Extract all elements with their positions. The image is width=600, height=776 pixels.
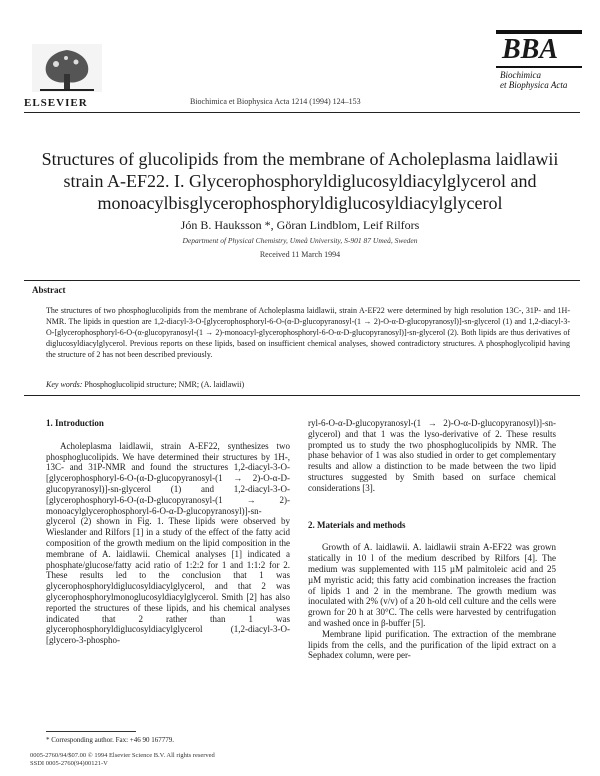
- purification-paragraph: Membrane lipid purification. The extraction of the membrane lipids from the cells, and the purification of the lipid extract on a Sephadex column, were per-: [308, 628, 556, 661]
- article-title: Structures of glucolipids from the membrane of Acholeplasma laidlawii strain A-EF22. I. Glycerophosphoryldiglucosyldiacylglycerol and monoacylbisglycerophosphoryldiglucosyldiacylglycerol: [41, 149, 559, 213]
- bba-sub-line-1: Biochimica: [500, 70, 541, 80]
- copyright-imprint: [30, 752, 215, 768]
- header-rule: [24, 112, 580, 113]
- journal-citation: Biochimica et Biophysica Acta 1214 (1994) 124–153: [190, 97, 361, 106]
- bba-logo-text: BBA: [502, 34, 559, 65]
- elsevier-tree-logo: [32, 44, 102, 92]
- bba-journal-logo: [496, 30, 582, 70]
- left-column: [46, 418, 290, 646]
- ssdi-line: SSDI 0005-2760(94)00121-V: [30, 760, 108, 767]
- received-date: Received 11 March 1994: [259, 250, 341, 259]
- growth-paragraph: Growth of A. laidlawii. A. laidlawii strain A-EF22 was grown statically in 10 l of the medium described by Rilfors [4]. The medium was supplemented with 115 µM palmitoleic acid and 25 µM myristic acid; this fatty acid combination increases the fraction of lipids 1 and 2 in the membrane. The growth medium was inoculated with 2% (v/v) of a 20 h-old cell culture and the cells were grown for 20 h at 30°C. The cells were harvested by centrifugation and washed once in β-buffer [5].: [308, 542, 556, 628]
- right-column: [308, 418, 556, 661]
- copyright-line: 0005-2760/94/$07.00 © 1994 Elsevier Science B.V. All rights reserved: [30, 752, 215, 759]
- bba-sub-line-2: et Biophysica Acta: [500, 80, 568, 90]
- keywords-label: Key words:: [46, 380, 83, 389]
- corresponding-author-footnote: * Corresponding author. Fax: +46 90 167779.: [46, 736, 174, 744]
- article-authors: Jón B. Hauksson *, Göran Lindblom, Leif Rilfors: [180, 218, 420, 232]
- introduction-paragraph: Acholeplasma laidlawii, strain A-EF22, synthesizes two phosphoglucolipids. We have determined their structures by 1H-, 13C- and 31P-NMR and found the structures 1,2-diacyl-3-O-[glycerophosphoryl-6-O-(α-D-glucopyranosyl-(1 → 2)-O-α-D-glucopyranosyl)]-sn-glycerol (1) and 1,2-diacyl-3-O-[glycerophosphoryl-6-O-(α-D-glucopyranosyl-(1 → 2)-monoacylglycerophosphoryl-6-O-α-D-glucopyranosyl)]-sn-glycerol (2) shown in Fig. 1. These lipids were observed by Wieslander and Rilfors [1] in a study of the effect of the fatty acid composition of the growth medium on the lipid composition in the membrane of A. laidlawii. Chemical analyses [1] indicated a phosphate/glucose/fatty acid ratio of 1:2:2 for 1 and 1:1:2 for 2. These results led to the conclusion that 1 was glycerophosphoryldiglucosyldiacylglycerol, and that 2 was glycerophosphorylmonoglucosyldiacylglycerol. Smith [2] has also reported the structures of these lipids, and his chemical analyses indicated that 2 rather than 1 was glycerophosphoryldiglucosyldiacylglycerol (1,2-diacyl-3-O-[glycero-3-phospho-: [46, 440, 290, 646]
- keywords-text: Phosphoglucolipid structure; NMR; (A. laidlawii): [84, 380, 245, 389]
- abstract-text: The structures of two phosphoglucolipids from the membrane of Acholeplasma laidlawii, strain A-EF22 were determined by high resolution 13C-, 31P- and 1H-NMR. The lipids in question are 1,2-diacyl-3-O-[glycerophosphoryl-6-O-(α-D-glucopyranosyl-(1 → 2)-O-α-D-glucopyranosyl)]-sn-glycerol (1) and 1,2-diacyl-3-O-[glycerophosphoryl-6-O-(α-glucopyranosyl-(1 → 2)-monoacyl-glycerophosphoryl-6-O-α-D-glucopyranosyl)]-sn-glycerol (2). Both lipids are thus derivatives of diglucosyldiacylglycerol. Previous reports on these lipids, based on insufficient chemical analyses, showed contradictory structures. A phosphoglycolipid having the structure of 2 has not been described previously.: [46, 306, 570, 359]
- keywords: [46, 380, 244, 389]
- abstract-bottom-rule: [24, 395, 580, 396]
- introduction-heading: 1. Introduction: [46, 418, 104, 428]
- bba-logo-subtitle: [500, 70, 567, 90]
- author-affiliation: Department of Physical Chemistry, Umeå University, S-901 87 Umeå, Sweden: [182, 236, 418, 245]
- abstract-top-rule: [24, 280, 580, 281]
- abstract-heading: Abstract: [32, 285, 66, 295]
- publisher-name: ELSEVIER: [24, 97, 88, 109]
- methods-heading: 2. Materials and methods: [308, 519, 406, 530]
- footnote-rule: [46, 731, 136, 732]
- introduction-continuation: ryl-6-O-α-D-glucopyranosyl-(1 → 2)-O-α-D-glucopyranosyl)]-sn-glycerol) and that 1 was the lyso-derivative of 2. These results prompted us to study the two phosphoglucolipids by NMR. The phase behavior of 1 was also studied in order to get complementary results and allow a distinction to be made between the two lipid structures suggested by Smith based on surface chemical considerations [3].: [308, 418, 556, 493]
